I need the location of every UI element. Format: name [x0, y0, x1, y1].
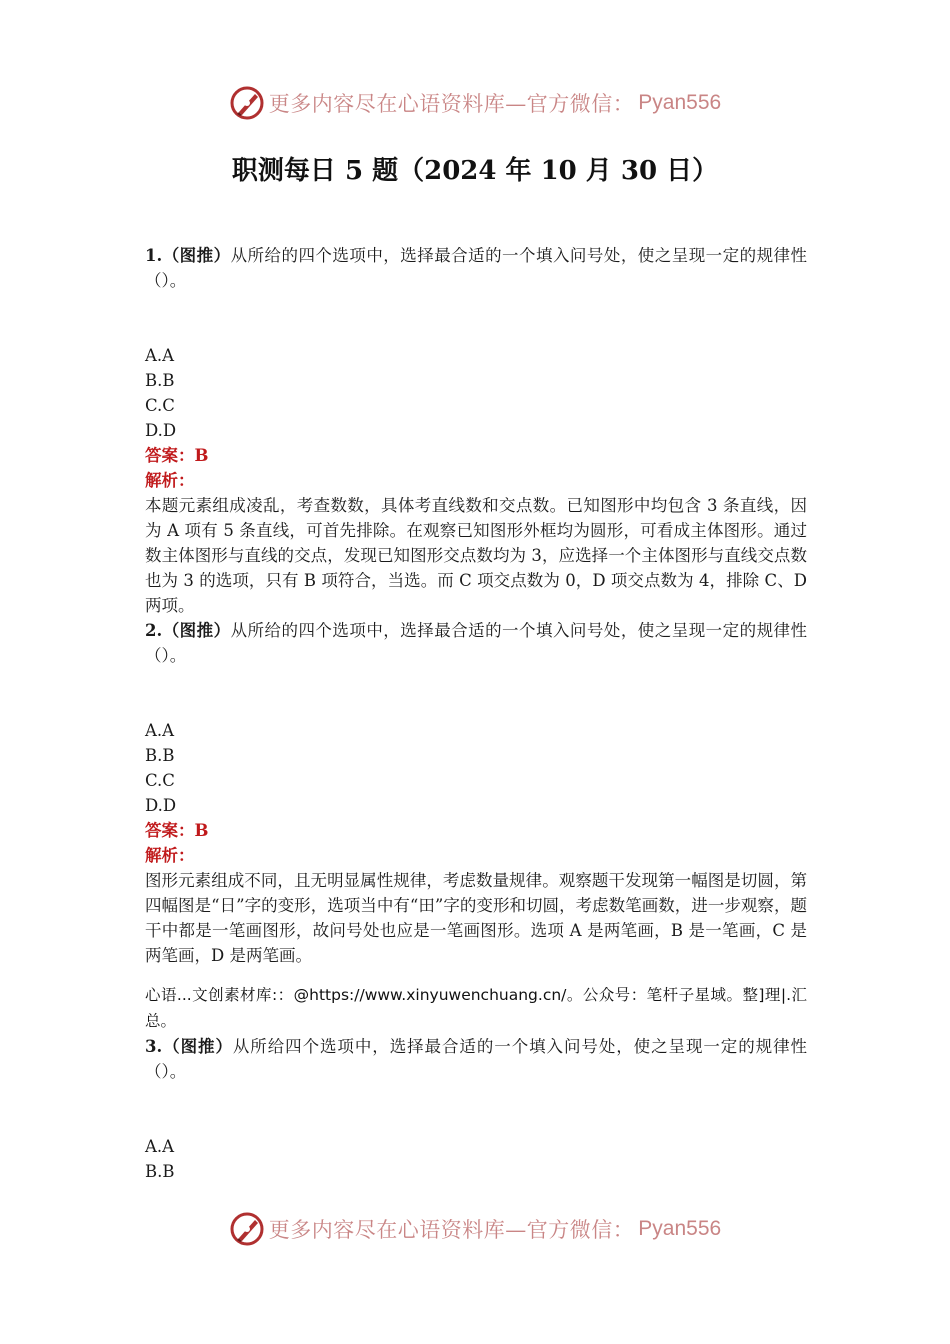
question-2-option-d: D.D: [145, 796, 177, 815]
footer-wechat-id: Pyan556: [638, 1217, 722, 1240]
question-2-option-c: C.C: [145, 771, 175, 790]
answer-label: 答案：: [145, 446, 195, 465]
question-1-analysis: 本题元素组成凌乱，考查数数，具体考直线数和交点数。已知图形中均包含 3 条直线，因为 A 项有 5 条直线，可首先排除。在观察已知图形外框均为圆形，可看成主体图形。通过数主体图形与直线的交点，发现已知图形交点数均为 3，应选择一个主体图形与直线交点数也为 3 的选项，只有 B 项符合，当选。而 C 项交点数为 0，D 项交点数为 4，排除 C、D 两项。: [145, 496, 807, 615]
question-1-option-b: B.B: [145, 371, 175, 390]
question-1-type: （图推）: [162, 246, 231, 265]
question-1-option-d: D.D: [145, 421, 177, 440]
question-1-option-c: C.C: [145, 396, 175, 415]
question-1-text: 从所给的四个选项中，选择最合适的一个填入问号处，使之呈现一定的规律性（）。: [145, 246, 808, 290]
question-1-analysis-label: 解析：: [145, 471, 195, 490]
question-3-option-a: A.A: [145, 1137, 175, 1156]
question-2-type: （图推）: [162, 621, 231, 640]
question-3-type: （图推）: [162, 1037, 233, 1056]
header-wechat-id: Pyan556: [638, 91, 722, 114]
question-1-stem: [145, 243, 807, 293]
question-3-number: 3.: [145, 1037, 163, 1056]
question-3-stem: [145, 1034, 807, 1084]
question-2-analysis-label: 解析：: [145, 846, 195, 865]
question-2-option-b: B.B: [145, 746, 175, 765]
pen-logo-icon: [229, 85, 265, 121]
question-2-analysis: 图形元素组成不同，且无明显属性规律，考虑数量规律。观察题干发现第一幅图是切圆，第四幅图是“日”字的变形，选项当中有“田”字的变形和切圆，考虑数笔画数，进一步观察，题干中都是一笔画图形，故问号处也应是一笔画图形。选项 A 是两笔画，B 是一笔画，C 是两笔画，D 是两笔画。: [145, 871, 807, 965]
page-title: 职测每日 5 题（2024 年 10 月 30 日）: [231, 156, 719, 186]
question-1-answer: [145, 443, 807, 468]
question-2-option-a: A.A: [145, 721, 175, 740]
footer-slogan: 更多内容尽在心语资料库—官方微信：: [268, 1218, 635, 1242]
footer-banner: [0, 1209, 950, 1249]
watermark-note: 心语...文创素材库:：@https://www.xinyuwenchuang.cn/。公众号：笔杆子星域。整]理|.汇总。: [145, 986, 807, 1030]
answer-value: B: [194, 821, 209, 840]
answer-label: 答案：: [145, 821, 195, 840]
header-slogan: 更多内容尽在心语资料库—官方微信：: [268, 92, 635, 116]
question-2-answer: [145, 818, 807, 843]
question-1-number: 1.: [145, 246, 163, 265]
question-2-text: 从所给的四个选项中，选择最合适的一个填入问号处，使之呈现一定的规律性（）。: [145, 621, 808, 665]
document-body: [145, 243, 807, 1184]
question-1-option-a: A.A: [145, 346, 175, 365]
question-3-text: 从所给四个选项中，选择最合适的一个填入问号处，使之呈现一定的规律性（）。: [145, 1037, 808, 1081]
header-banner: [0, 83, 950, 123]
question-3-option-b: B.B: [145, 1162, 175, 1181]
pen-logo-icon: [229, 1211, 265, 1247]
question-2-number: 2.: [145, 621, 163, 640]
question-2-stem: [145, 618, 807, 668]
answer-value: B: [194, 446, 209, 465]
